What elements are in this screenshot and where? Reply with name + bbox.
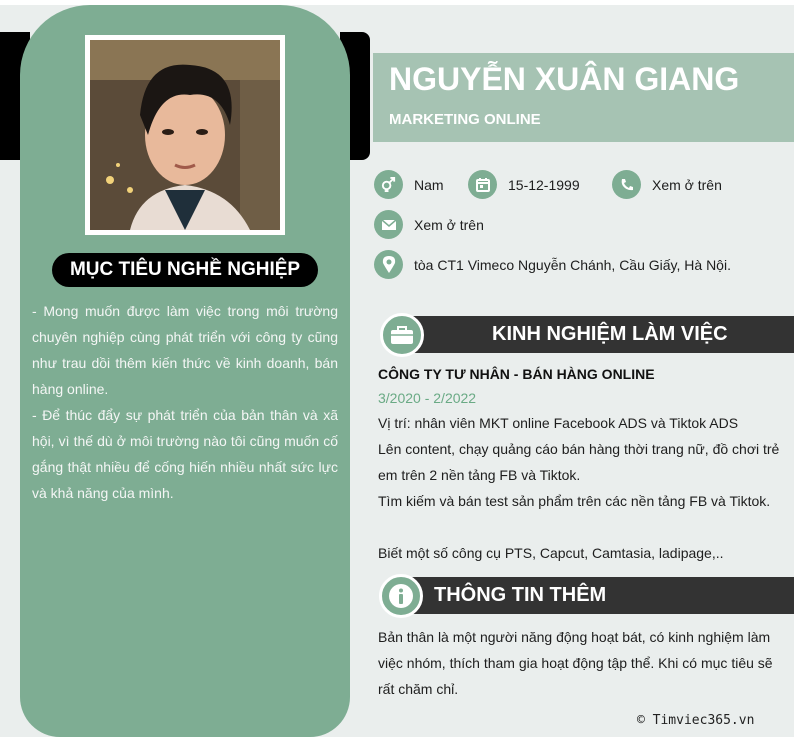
phone-value: Xem ở trên [652, 176, 722, 193]
envelope-icon [374, 210, 403, 239]
objective-text [32, 298, 338, 506]
job-description [378, 410, 783, 566]
birthday-value: 15-12-1999 [508, 176, 580, 193]
job-dates: 3/2020 - 2/2022 [378, 390, 477, 406]
info-birthday [468, 170, 580, 199]
extra-heading-bar [400, 577, 794, 614]
experience-heading-bar [400, 316, 794, 353]
objective-paragraph: - Để thúc đẩy sự phát triển của bản thân và xã hội, vì thế dù ở môi trường nào tôi cũng muốn cố gắng thật nhiều để cống hiến nhiều nhất sức lực và khả năng của mình. [32, 407, 338, 501]
job-line: Biết một số công cụ PTS, Capcut, Camtasia, ladipage,.. [378, 545, 724, 561]
job-line [378, 514, 783, 540]
header [373, 53, 794, 142]
info-gender [374, 170, 444, 199]
full-name: NGUYỄN XUÂN GIANG [389, 61, 740, 97]
gender-value: Nam [414, 176, 444, 193]
avatar-frame [85, 35, 285, 235]
job-line: Tìm kiếm và bán test sản phẩm trên các nền tảng FB và Tiktok. [378, 493, 771, 509]
job-title: MARKETING ONLINE [389, 111, 541, 128]
location-pin-icon [374, 250, 403, 279]
info-phone [612, 170, 722, 199]
briefcase-icon [380, 313, 424, 357]
info-address [374, 250, 731, 279]
avatar-portrait [90, 40, 280, 230]
objective-heading: MỤC TIÊU NGHỀ NGHIỆP [52, 253, 318, 287]
avatar [90, 40, 280, 230]
objective-paragraph: - Mong muốn được làm việc trong môi trường chuyên nghiệp cùng phát triển với công ty cũng như trau dồi thêm kiến thức về kinh doanh, bán hàng online. [32, 303, 338, 397]
job-line: Lên content, chạy quảng cáo bán hàng thời trang nữ, đồ chơi trẻ em trên 2 nền tảng FB và Tiktok. [378, 441, 780, 483]
phone-icon [612, 170, 641, 199]
extra-heading: THÔNG TIN THÊM [434, 584, 607, 606]
job-line: Vị trí: nhân viên MKT online Facebook ADS và Tiktok ADS [378, 415, 739, 431]
info-email [374, 210, 484, 239]
extra-text: Bản thân là một người năng động hoạt bát, có kinh nghiệm làm việc nhóm, thích tham gia hoạt động tập thể. Khi có mục tiêu sẽ rất chăm chỉ. [378, 629, 773, 697]
calendar-icon [468, 170, 497, 199]
company-name: CÔNG TY TƯ NHÂN - BÁN HÀNG ONLINE [378, 366, 655, 382]
address-value: tòa CT1 Vimeco Nguyễn Chánh, Cầu Giấy, Hà Nội. [414, 256, 731, 273]
info-icon [379, 574, 423, 618]
gender-icon [374, 170, 403, 199]
footer-credit: © Timviec365.vn [637, 713, 755, 728]
experience-heading: KINH NGHIỆM LÀM VIỆC [492, 323, 728, 345]
email-value: Xem ở trên [414, 216, 484, 233]
